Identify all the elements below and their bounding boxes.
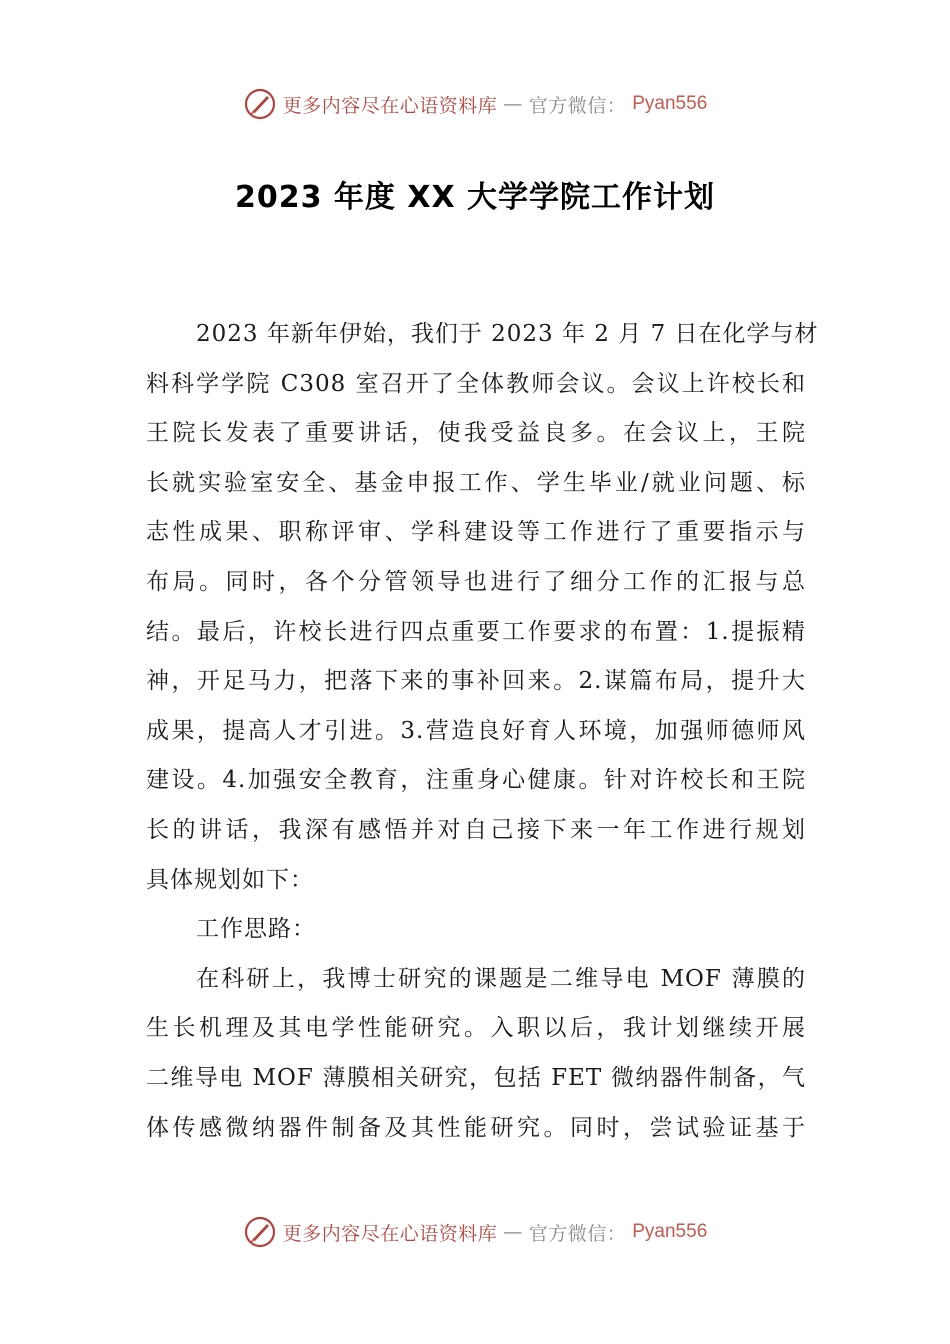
watermark-footer <box>0 1212 950 1252</box>
body-line: 体传感微纳器件制备及其性能研究。同时，尝试验证基于 <box>146 1114 806 1141</box>
body-line: 2023 年新年伊始，我们于 2023 年 2 月 7 日在化学与材 <box>196 321 819 347</box>
watermark-wechat-label: 官方微信： <box>528 1222 627 1245</box>
body-line: 布局。同时，各个分管领导也进行了细分工作的汇报与总 <box>146 568 806 595</box>
quill-logo-icon <box>243 1215 277 1249</box>
document-body <box>146 310 819 1153</box>
quill-logo-icon <box>243 87 277 121</box>
body-line: 长就实验室安全、基金申报工作、学生毕业/就业问题、标 <box>146 469 806 496</box>
body-line: 王院长发表了重要讲话，使我受益良多。在会议上，王院 <box>146 420 806 447</box>
watermark-dash: — <box>503 1221 523 1243</box>
body-line: 神，开足马力，把落下来的事补回来。2.谋篇布局，提升大 <box>146 668 806 695</box>
body-line: 建设。4.加强安全教育，注重身心健康。针对许校长和王院 <box>146 767 806 794</box>
watermark-dash: — <box>503 93 523 115</box>
watermark-wechat-label: 官方微信： <box>528 94 627 117</box>
body-line: 志性成果、职称评审、学科建设等工作进行了重要指示与 <box>146 519 806 546</box>
body-line: 二维导电 MOF 薄膜相关研究，包括 FET 微纳器件制备，气 <box>146 1064 806 1091</box>
watermark-handle: Pyan556 <box>632 93 708 114</box>
body-line: 长的讲话，我深有感悟并对自己接下来一年工作进行规划 <box>146 816 806 843</box>
body-line: 成果，提高人才引进。3.营造良好育人环境，加强师德师风 <box>146 717 806 744</box>
body-line: 生长机理及其电学性能研究。入职以后，我计划继续开展 <box>146 1015 806 1042</box>
body-line: 料科学学院 C308 室召开了全体教师会议。会议上许校长和 <box>146 370 806 397</box>
watermark-header <box>0 84 950 124</box>
section-heading: 工作思路： <box>196 916 316 943</box>
watermark-site-name: 更多内容尽在心语资料库 <box>282 1222 498 1245</box>
body-line: 在科研上，我博士研究的课题是二维导电 MOF 薄膜的 <box>196 965 806 992</box>
body-line: 具体规划如下： <box>146 866 314 893</box>
watermark-site-name: 更多内容尽在心语资料库 <box>282 94 498 117</box>
body-line: 结。最后，许校长进行四点重要工作要求的布置：1.提振精 <box>146 618 806 645</box>
document-title: 2023 年度 XX 大学学院工作计划 <box>234 180 716 215</box>
watermark-handle: Pyan556 <box>632 1221 708 1242</box>
